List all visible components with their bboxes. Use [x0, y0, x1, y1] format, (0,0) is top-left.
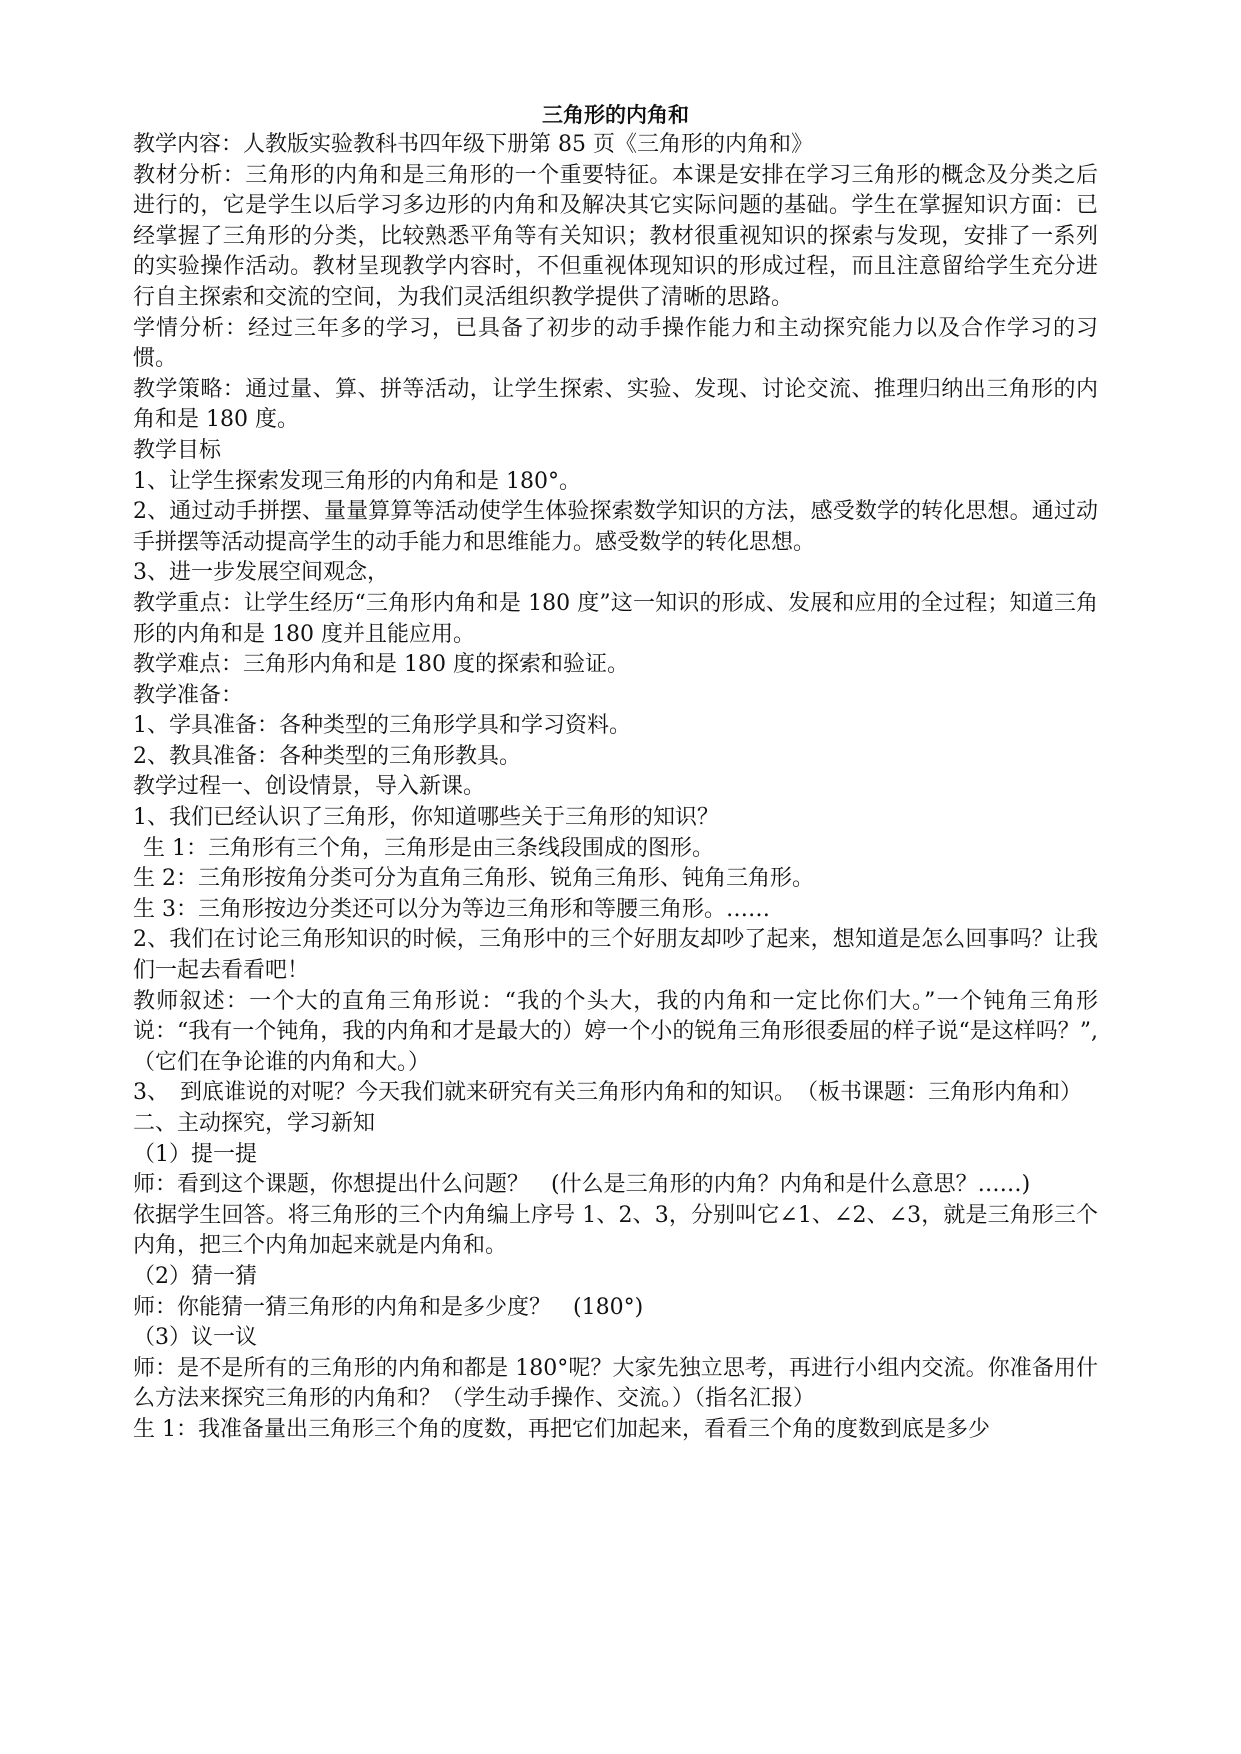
paragraph-q-2: 2、我们在讨论三角形知识的时候，三角形中的三个好朋友却吵了起来，想知道是怎么回事吗？让我们一起去看看吧！: [133, 927, 1098, 984]
paragraph-prep-heading: 教学准备：: [133, 682, 244, 708]
paragraph-q-1: 1、我们已经认识了三角形，你知道哪些关于三角形的知识？: [133, 805, 719, 831]
paragraph-goals-heading: 教学目标: [133, 437, 222, 463]
paragraph-learner: 学情分析：经过三年多的学习，已具备了初步的动手操作能力和主动探究能力以及合作学习的习惯。: [133, 315, 1098, 372]
paragraph-narration: 教师叙述：一个大的直角三角形说：“我的个头大，我的内角和一定比你们大。”一个钝角三角形说：“我有一个钝角，我的内角和才是最大的）婷一个小的锐角三角形很委屈的样子说“是这样吗？”,（它们在争论谁的内角和大。）: [133, 988, 1098, 1075]
paragraph-process-1: 教学过程一、创设情景，导入新课。: [133, 774, 486, 800]
paragraph-t-1-answer: 依据学生回答。将三角形的三个内角编上序号 1、2、3，分别叫它∠1、∠2、∠3，就是三角形三个内角，把三个内角加起来就是内角和。: [133, 1202, 1098, 1259]
document-title: 三角形的内角和: [542, 103, 689, 127]
paragraph-key-point: 教学重点：让学生经历“三角形内角和是 180 度”这一知识的形成、发展和应用的全过程；知道三角形的内角和是 180 度并且能应用。: [133, 590, 1098, 647]
paragraph-step-2: （2）猜一猜: [133, 1263, 257, 1289]
paragraph-goal-2: 2、通过动手拼摆、量量算算等活动使学生体验探索数学知识的方法，感受数学的转化思想。通过动手拼摆等活动提高学生的动手能力和思维能力。感受数学的转化思想。: [133, 499, 1098, 555]
paragraph-process-2: 二、主动探究，学习新知: [133, 1111, 376, 1136]
document-body: [133, 130, 1098, 1446]
paragraph-s-4: 生 1：我准备量出三角形三个角的度数，再把它们加起来，看看三个角的度数到底是多少: [133, 1416, 990, 1442]
paragraph-s-1: 生 1：三角形有三个角，三角形是由三条线段围成的图形。: [143, 835, 714, 861]
paragraph-t-2: 师：你能猜一猜三角形的内角和是多少度？ (180°): [133, 1294, 644, 1320]
paragraph-difficulty: 教学难点：三角形内角和是 180 度的探索和验证。: [133, 652, 629, 678]
paragraph-step-3: （3）议一议: [133, 1325, 257, 1351]
document-page: [133, 100, 1098, 1446]
paragraph-content: 教学内容：人教版实验教科书四年级下册第 85 页《三角形的内角和》: [133, 132, 813, 157]
paragraph-prep-2: 2、教具准备：各种类型的三角形教具。: [133, 743, 521, 769]
paragraph-t-1: 师：看到这个课题，你想提出什么问题？ (什么是三角形的内角？内角和是什么意思？……): [133, 1172, 1031, 1198]
paragraph-strategy: 教学策略：通过量、算、拼等活动，让学生探索、实验、发现、讨论交流、推理归纳出三角形的内角和是 180 度。: [133, 376, 1098, 433]
paragraph-step-1: （1）提一提: [133, 1141, 257, 1167]
paragraph-t-3: 师：是不是所有的三角形的内角和都是 180°呢？大家先独立思考，再进行小组内交流。你准备用什么方法来探究三角形的内角和？（学生动手操作、交流。）（指名汇报）: [133, 1355, 1098, 1412]
paragraph-s-2: 生 2：三角形按角分类可分为直角三角形、锐角三角形、钝角三角形。: [133, 866, 814, 892]
paragraph-prep-1: 1、学具准备：各种类型的三角形学具和学习资料。: [133, 713, 631, 739]
paragraph-q-3: 3、 到底谁说的对呢？今天我们就来研究有关三角形内角和的知识。 （板书课题：三角形内角和）: [133, 1080, 1083, 1106]
paragraph-goal-3: 3、进一步发展空间观念，: [133, 560, 389, 586]
paragraph-goal-1: 1、让学生探索发现三角形的内角和是 180°。: [133, 468, 581, 494]
paragraph-analysis: 教材分析：三角形的内角和是三角形的一个重要特征。本课是安排在学习三角形的概念及分类之后进行的，它是学生以后学习多边形的内角和及解决其它实际问题的基础。学生在掌握知识方面：已经掌握了三角形的分类，比较熟悉平角等有关知识；教材很重视知识的探索与发现，安排了一系列的实验操作活动。教材呈现教学内容时，不但重视体现知识的形成过程，而且注意留给学生充分进行自主探索和交流的空间，为我们灵活组织教学提供了清晰的思路。: [133, 162, 1098, 310]
paragraph-s-3: 生 3：三角形按边分类还可以分为等边三角形和等腰三角形。……: [133, 896, 770, 922]
